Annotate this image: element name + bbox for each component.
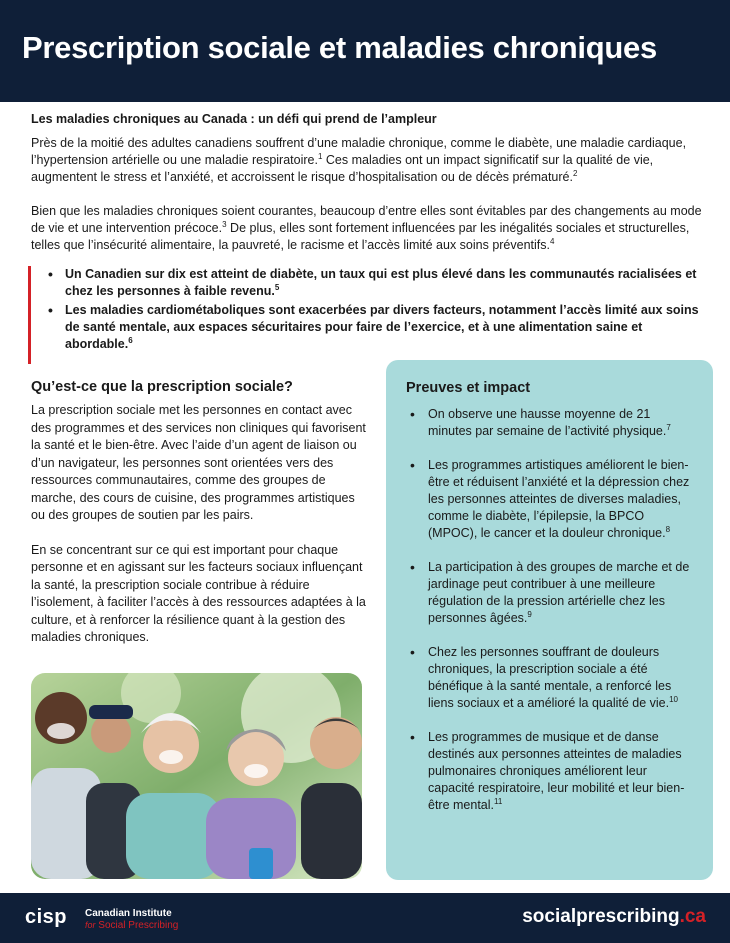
evidence-item: • Les programmes artistiques améliorent le bien-être et réduisent l’anxiété et la dépression chez les personnes atteintes de diverses maladies, comme le diabète, l’épilepsie, la BPCO (MPOC), le cancer et la douleur chronique.$^8$ xyxy=(406,457,696,542)
seniors-group-photo xyxy=(31,673,362,879)
what-is-section xyxy=(31,378,371,664)
intro-heading: Les maladies chroniques au Canada : un défi qui prend de l’ampleur xyxy=(31,112,437,126)
evidence-item: • On observe une hausse moyenne de 21 minutes par semaine de l’activité physique.$^7$ xyxy=(406,406,696,440)
what-is-paragraph-1: La prescription sociale met les personnes en contact avec des programmes et des services non cliniques qui favorisent la santé et le bien-être. Avec l’aide d’un agent de liaison ou d’un navigateur, les personnes sont orientées vers des ressources communautaires, comme des groupes de marche, des cours de cuisine, des programmes artistiques ou des groupes de soutien par les pairs. xyxy=(31,403,366,522)
org-name-line-2: for Social Prescribing xyxy=(85,920,179,931)
evidence-item: • La participation à des groupes de marche et de jardinage peut contribuer à une meilleure régulation de la pression artérielle chez les personnes âgées.$^9$ xyxy=(406,559,696,627)
what-is-heading: Qu’est-ce que la prescription sociale? xyxy=(31,379,293,395)
page-footer xyxy=(0,893,730,943)
evidence-item: • Chez les personnes souffrant de douleurs chroniques, la prescription sociale a été bénéfique à la santé mentale, a renforcé les liens sociaux et a amélioré la qualité de vie.$^{10}$ xyxy=(406,644,696,712)
page-title: Prescription sociale et maladies chroniques xyxy=(22,30,657,65)
evidence-impact-panel xyxy=(386,360,713,880)
what-is-paragraph-2: En se concentrant sur ce qui est important pour chaque personne et en agissant sur les facteurs sociaux influençant la santé, la prescription sociale contribue à réduire l’isolement, à faciliter l’accès à des ressources adaptées à la culture, et à renforcer la résilience quant à la gestion des maladies chroniques. xyxy=(31,542,366,644)
intro-paragraph-2: Bien que les maladies chroniques soient courantes, beaucoup d’entre elles sont évitables par des changements au mode de vie et une intervention précoce.$^3$ De plus, elles sont fortement influencées par les inégalités sociales et structurelles, telles que l’insécurité alimentaire, la pauvreté, le racisme et l’accès limité aux soins préventifs.$^4$ xyxy=(31,204,702,252)
page-header xyxy=(0,0,730,102)
intro-paragraph-1: Près de la moitié des adultes canadiens souffrent d’une maladie chronique, comme le diabète, une maladie cardiaque, l’hypertension artérielle ou une maladie respiratoire.$^1$ Ces maladies ont un impact significatif sur la qualité de vie, augmentent le stress et l’anxiété, et accroissent le risque d’hospitalisation ou de décès prématuré.$^2$ xyxy=(31,136,687,184)
evidence-item: • Les programmes de musique et de danse destinés aux personnes atteintes de maladies pulmonaires chroniques améliorent leur capacité respiratoire, leur mobilité et leur bien-être mental.$^{11}$ xyxy=(406,729,696,814)
cisp-logo[interactable] xyxy=(25,903,179,937)
evidence-heading: Preuves et impact xyxy=(406,380,531,396)
website-link[interactable]: socialprescribing.ca xyxy=(522,906,706,927)
cisp-logo-wordmark: cisp xyxy=(25,906,68,928)
org-name-line-1: Canadian Institute xyxy=(85,908,172,919)
intro-section xyxy=(31,111,707,271)
key-facts-callout xyxy=(28,266,711,364)
key-fact-item: • Un Canadien sur dix est atteint de diabète, un taux qui est plus élevé dans les communautés racialisées et chez les personnes à faible revenu.$^5$ xyxy=(65,266,711,300)
key-fact-item: • Les maladies cardiométaboliques sont exacerbées par divers facteurs, notamment l’accès limité aux soins de santé mentale, aux espaces sécuritaires pour faire de l’exercice, et à une alimentation saine et abordable.$^6$ xyxy=(65,302,711,353)
